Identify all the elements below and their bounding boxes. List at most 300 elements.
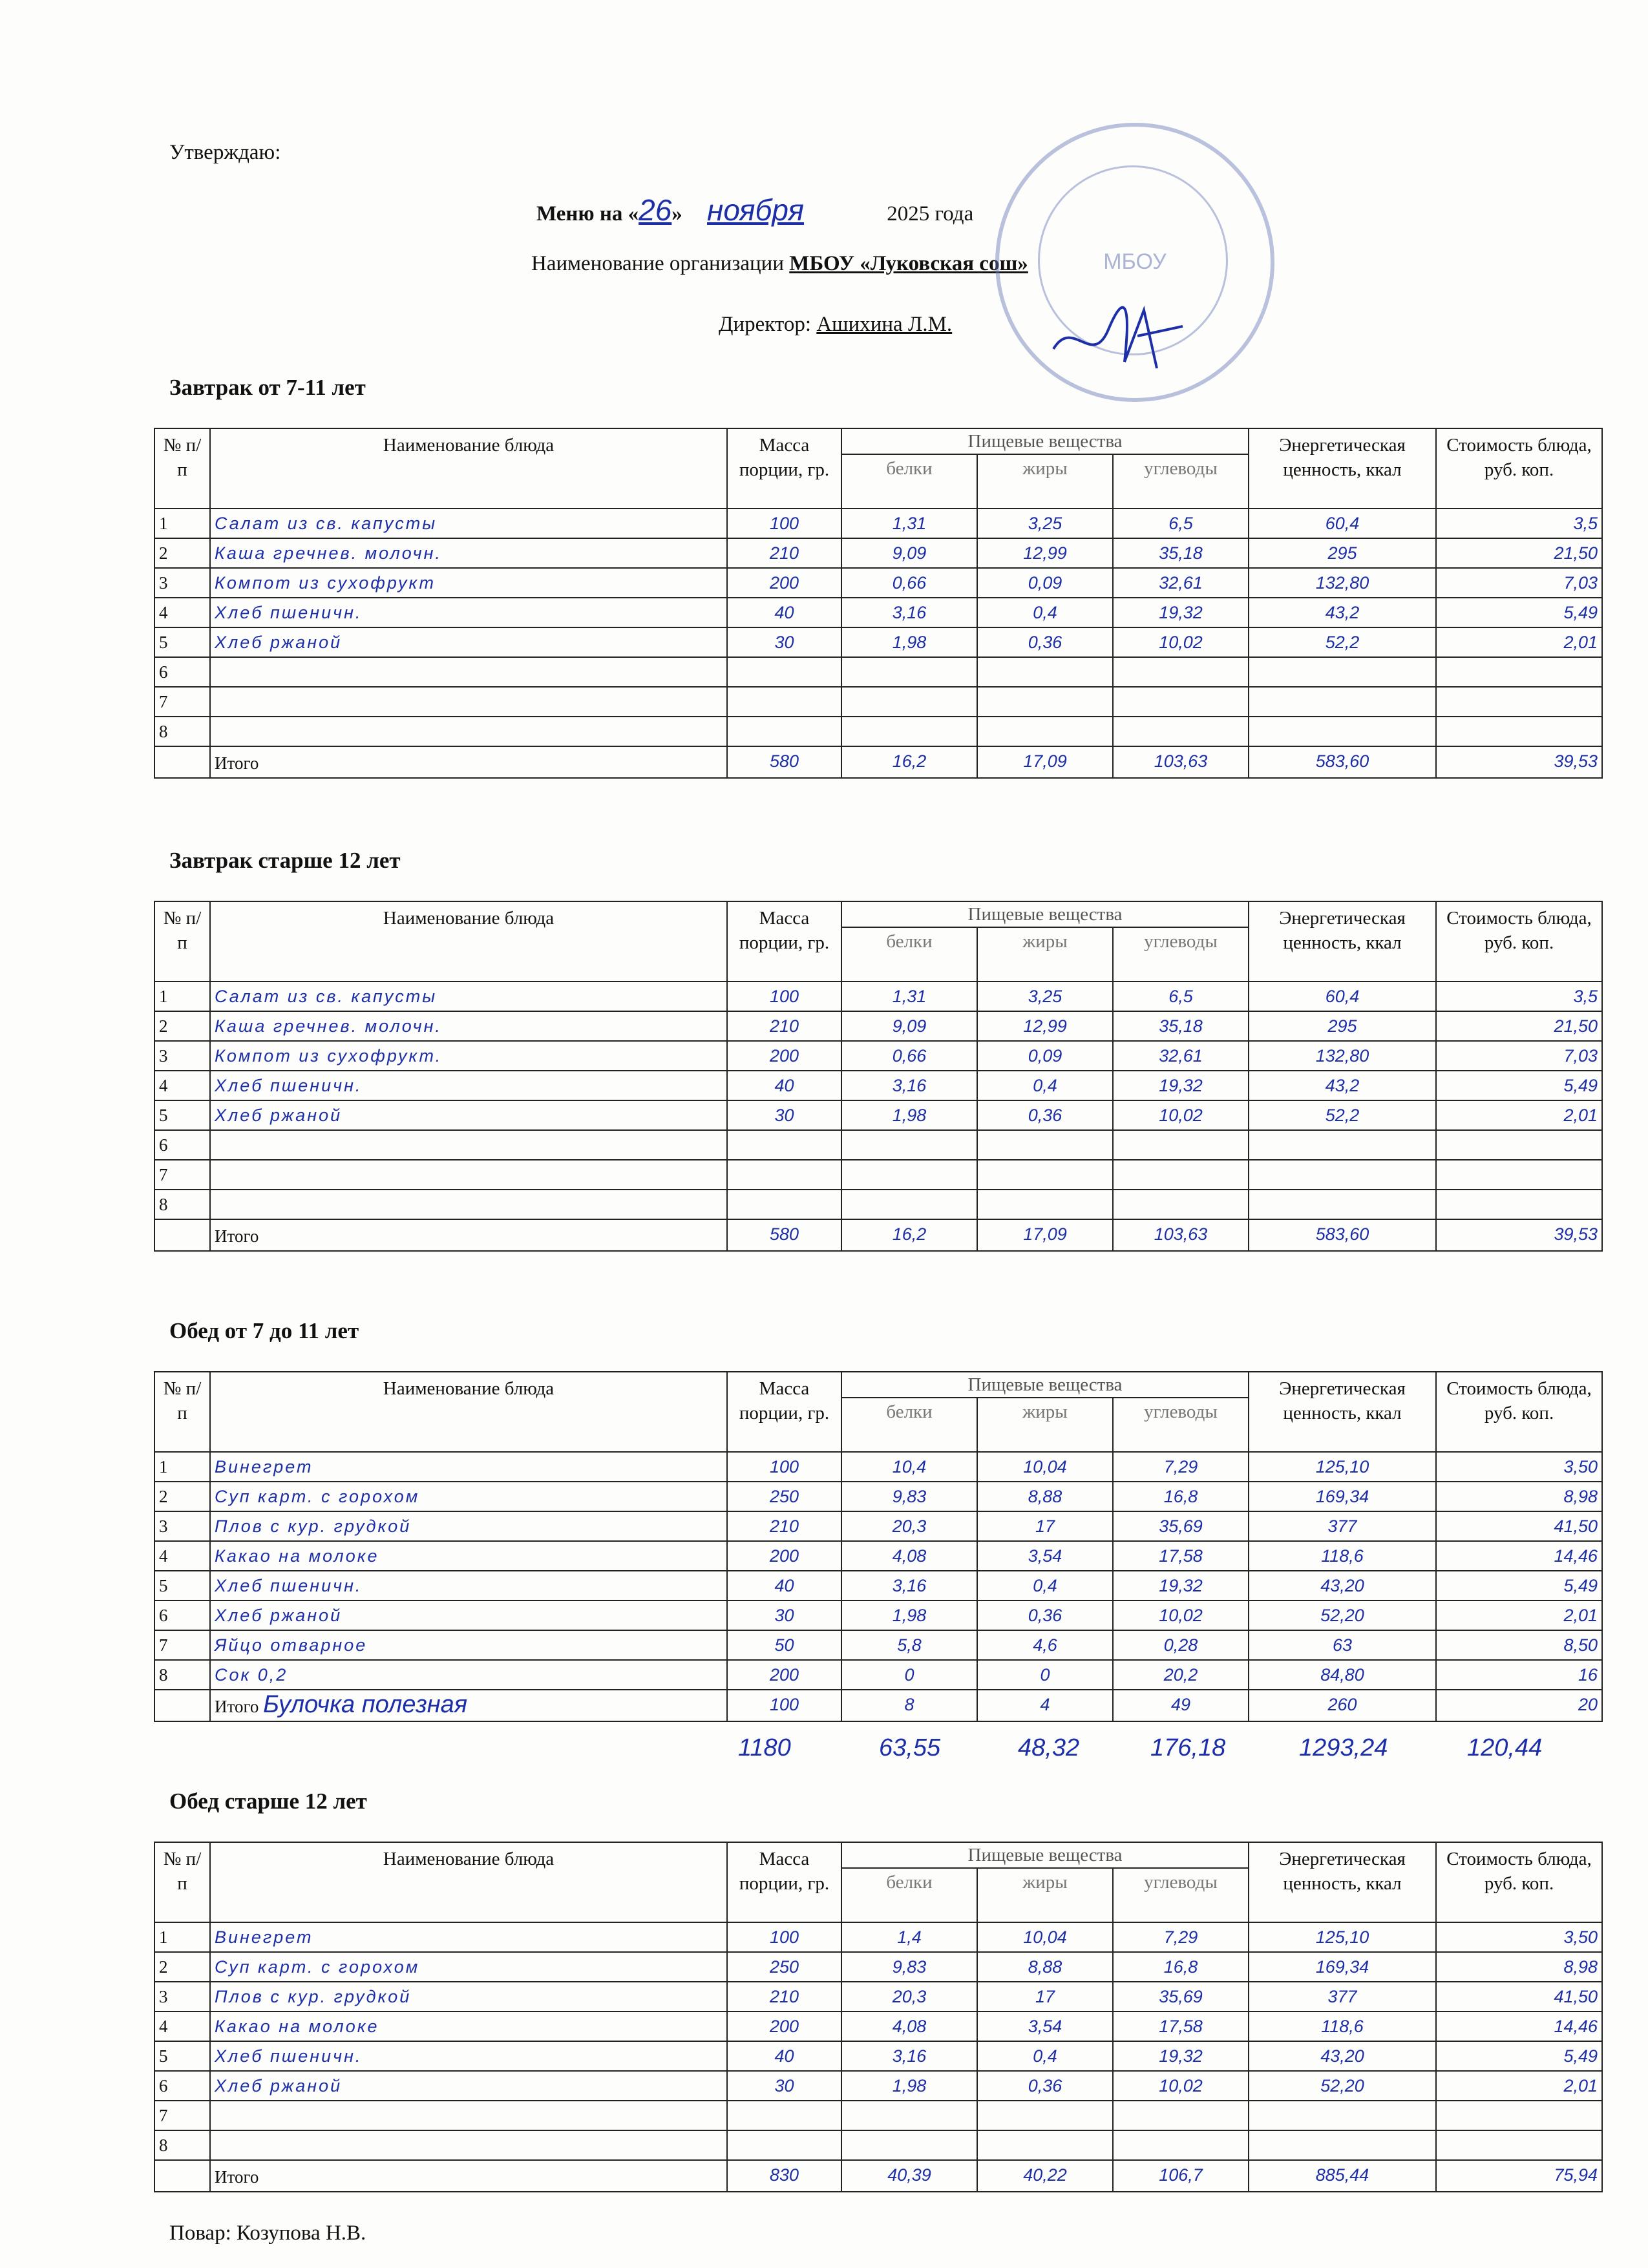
fat-value: 0,4 xyxy=(977,1071,1113,1100)
fat-value xyxy=(977,2101,1113,2130)
col-cost: Стоимость блюда, руб. коп. xyxy=(1436,428,1602,509)
row-number: 2 xyxy=(154,538,210,568)
portion-mass: 210 xyxy=(727,1982,841,2011)
row-number: 8 xyxy=(154,1660,210,1690)
portion-mass: 40 xyxy=(727,2041,841,2071)
table-row xyxy=(154,717,1602,746)
carbs-value: 7,29 xyxy=(1113,1922,1249,1952)
portion-mass: 200 xyxy=(727,1541,841,1571)
col-nutrients: Пищевые вещества xyxy=(841,1842,1249,1868)
fat-value: 0,4 xyxy=(977,1571,1113,1601)
energy-value: 295 xyxy=(1249,538,1436,568)
col-energy: Энергетическая ценность, ккал xyxy=(1249,1372,1436,1452)
portion-mass: 200 xyxy=(727,1660,841,1690)
organization-line xyxy=(531,252,1028,276)
section-title-breakfast-senior: Завтрак старше 12 лет xyxy=(169,848,401,873)
row-number: 2 xyxy=(154,1011,210,1041)
energy-value: 52,20 xyxy=(1249,2071,1436,2101)
fat-value: 8,88 xyxy=(977,1482,1113,1511)
dish-name xyxy=(210,1160,727,1190)
cost-value: 3,5 xyxy=(1436,509,1602,538)
director-line xyxy=(719,313,952,337)
col-dish: Наименование блюда xyxy=(210,1372,727,1452)
protein-value xyxy=(841,1160,977,1190)
table-row xyxy=(154,1630,1602,1660)
carbs-value: 7,29 xyxy=(1113,1452,1249,1482)
dish-name: Хлеб пшеничн. xyxy=(210,598,727,627)
col-cost: Стоимость блюда, руб. коп. xyxy=(1436,1842,1602,1922)
portion-mass xyxy=(727,717,841,746)
energy-value: 60,4 xyxy=(1249,509,1436,538)
signature xyxy=(1047,291,1189,381)
cost-value xyxy=(1436,2101,1602,2130)
col-fat: жиры xyxy=(977,454,1113,509)
table-row xyxy=(154,627,1602,657)
dish-name: Хлеб пшеничн. xyxy=(210,1071,727,1100)
section-title-breakfast-junior: Завтрак от 7-11 лет xyxy=(169,375,366,400)
col-mass: Масса порции, гр. xyxy=(727,1372,841,1452)
carbs-value: 17,58 xyxy=(1113,2011,1249,2041)
cook-signature: Повар: Козупова Н.В. xyxy=(169,2221,366,2245)
total-energy: 583,60 xyxy=(1249,746,1436,778)
grand-carbs: 176,18 xyxy=(1150,1734,1226,1761)
table-row xyxy=(154,1071,1602,1100)
carbs-value: 35,69 xyxy=(1113,1982,1249,2011)
row-number: 5 xyxy=(154,627,210,657)
protein-value: 1,98 xyxy=(841,627,977,657)
protein-value: 0,66 xyxy=(841,1041,977,1071)
cost-value: 3,50 xyxy=(1436,1452,1602,1482)
header-row xyxy=(154,901,1602,927)
total-fat: 17,09 xyxy=(977,746,1113,778)
portion-mass: 250 xyxy=(727,1482,841,1511)
fat-value: 0,4 xyxy=(977,2041,1113,2071)
row-number: 1 xyxy=(154,982,210,1011)
menu-table-breakfast-junior xyxy=(154,428,1603,779)
col-number: № п/п xyxy=(154,1372,210,1452)
protein-value: 5,8 xyxy=(841,1630,977,1660)
total-carbs: 103,63 xyxy=(1113,1219,1249,1251)
total-fat: 17,09 xyxy=(977,1219,1113,1251)
cost-value: 8,98 xyxy=(1436,1952,1602,1982)
col-nutrients: Пищевые вещества xyxy=(841,1372,1249,1398)
menu-suffix: 2025 года xyxy=(887,202,974,226)
cost-value: 14,46 xyxy=(1436,1541,1602,1571)
cost-value: 5,49 xyxy=(1436,2041,1602,2071)
total-row xyxy=(154,746,1602,778)
row-number: 4 xyxy=(154,1541,210,1571)
protein-value: 1,98 xyxy=(841,2071,977,2101)
total-row xyxy=(154,2160,1602,2192)
col-cost: Стоимость блюда, руб. коп. xyxy=(1436,901,1602,982)
dish-name: Салат из св. капусты xyxy=(210,982,727,1011)
protein-value: 9,09 xyxy=(841,538,977,568)
carbs-value: 17,58 xyxy=(1113,1541,1249,1571)
total-cost: 39,53 xyxy=(1436,1219,1602,1251)
carbs-value: 19,32 xyxy=(1113,2041,1249,2071)
table-row xyxy=(154,568,1602,598)
row-number: 7 xyxy=(154,687,210,717)
cost-value xyxy=(1436,1130,1602,1160)
fat-value xyxy=(977,717,1113,746)
cost-value: 8,50 xyxy=(1436,1630,1602,1660)
table-row xyxy=(154,1130,1602,1160)
energy-value: 295 xyxy=(1249,1011,1436,1041)
row-number: 6 xyxy=(154,1601,210,1630)
fat-value: 17 xyxy=(977,1982,1113,2011)
protein-value: 1,98 xyxy=(841,1100,977,1130)
total-spacer xyxy=(154,2160,210,2192)
grand-mass: 1180 xyxy=(738,1734,791,1761)
col-number: № п/п xyxy=(154,428,210,509)
portion-mass: 100 xyxy=(727,982,841,1011)
table-row xyxy=(154,2071,1602,2101)
director-name: Ашихина Л.М. xyxy=(816,313,953,336)
fat-value: 10,04 xyxy=(977,1452,1113,1482)
total-mass: 830 xyxy=(727,2160,841,2192)
protein-value xyxy=(841,717,977,746)
carbs-value: 35,18 xyxy=(1113,1011,1249,1041)
protein-value: 3,16 xyxy=(841,1571,977,1601)
total-fat: 4 xyxy=(977,1690,1113,1721)
energy-value xyxy=(1249,1190,1436,1219)
dish-name: Какао на молоке xyxy=(210,1541,727,1571)
table-row xyxy=(154,1160,1602,1190)
dish-name xyxy=(210,657,727,687)
dish-name: Плов с кур. грудкой xyxy=(210,1511,727,1541)
cost-value xyxy=(1436,687,1602,717)
table-row xyxy=(154,1952,1602,1982)
fat-value: 12,99 xyxy=(977,538,1113,568)
cost-value: 16 xyxy=(1436,1660,1602,1690)
protein-value: 3,16 xyxy=(841,2041,977,2071)
fat-value: 8,88 xyxy=(977,1952,1113,1982)
col-mass: Масса порции, гр. xyxy=(727,1842,841,1922)
energy-value: 118,6 xyxy=(1249,2011,1436,2041)
dish-name: Хлеб пшеничн. xyxy=(210,1571,727,1601)
fat-value xyxy=(977,687,1113,717)
row-number: 5 xyxy=(154,1571,210,1601)
col-nutrients: Пищевые вещества xyxy=(841,901,1249,927)
energy-value: 169,34 xyxy=(1249,1952,1436,1982)
cost-value: 5,49 xyxy=(1436,1571,1602,1601)
protein-value: 1,31 xyxy=(841,509,977,538)
row-number: 6 xyxy=(154,657,210,687)
menu-mid: » xyxy=(671,202,682,226)
dish-name: Суп карт. с горохом xyxy=(210,1482,727,1511)
energy-value: 132,80 xyxy=(1249,568,1436,598)
total-cost: 75,94 xyxy=(1436,2160,1602,2192)
carbs-value: 19,32 xyxy=(1113,598,1249,627)
portion-mass: 200 xyxy=(727,1041,841,1071)
protein-value: 1,98 xyxy=(841,1601,977,1630)
carbs-value: 19,32 xyxy=(1113,1071,1249,1100)
portion-mass xyxy=(727,687,841,717)
portion-mass: 40 xyxy=(727,598,841,627)
total-protein: 16,2 xyxy=(841,1219,977,1251)
table-row xyxy=(154,1541,1602,1571)
fat-value: 3,25 xyxy=(977,982,1113,1011)
organization-name: МБОУ «Луковская сош» xyxy=(789,252,1028,275)
total-protein: 16,2 xyxy=(841,746,977,778)
cost-value: 8,98 xyxy=(1436,1482,1602,1511)
col-carbs: углеводы xyxy=(1113,1398,1249,1452)
dish-name: Какао на молоке xyxy=(210,2011,727,2041)
cost-value: 2,01 xyxy=(1436,2071,1602,2101)
cost-value: 41,50 xyxy=(1436,1511,1602,1541)
carbs-value: 16,8 xyxy=(1113,1482,1249,1511)
row-number: 1 xyxy=(154,509,210,538)
fat-value: 0,4 xyxy=(977,598,1113,627)
fat-value: 3,54 xyxy=(977,2011,1113,2041)
portion-mass: 210 xyxy=(727,538,841,568)
table-row xyxy=(154,1571,1602,1601)
total-energy: 583,60 xyxy=(1249,1219,1436,1251)
carbs-value xyxy=(1113,657,1249,687)
protein-value: 0 xyxy=(841,1660,977,1690)
carbs-value: 16,8 xyxy=(1113,1952,1249,1982)
dish-name: Хлеб ржаной xyxy=(210,627,727,657)
dish-name: Салат из св. капусты xyxy=(210,509,727,538)
table-row xyxy=(154,1452,1602,1482)
carbs-value: 0,28 xyxy=(1113,1630,1249,1660)
fat-value: 0,09 xyxy=(977,1041,1113,1071)
table-row xyxy=(154,1011,1602,1041)
energy-value xyxy=(1249,2130,1436,2160)
energy-value xyxy=(1249,717,1436,746)
carbs-value: 35,69 xyxy=(1113,1511,1249,1541)
carbs-value: 10,02 xyxy=(1113,2071,1249,2101)
carbs-value xyxy=(1113,1160,1249,1190)
cost-value xyxy=(1436,2130,1602,2160)
section-title-lunch-senior: Обед старше 12 лет xyxy=(169,1789,367,1814)
stamp-text: МБОУ xyxy=(1103,249,1167,274)
row-number: 4 xyxy=(154,1071,210,1100)
total-label-cell xyxy=(210,1219,727,1251)
total-energy: 260 xyxy=(1249,1690,1436,1721)
row-number: 8 xyxy=(154,717,210,746)
grand-protein: 63,55 xyxy=(879,1734,941,1761)
portion-mass: 100 xyxy=(727,1922,841,1952)
portion-mass xyxy=(727,1130,841,1160)
table-row xyxy=(154,598,1602,627)
protein-value: 10,4 xyxy=(841,1452,977,1482)
menu-date-line xyxy=(536,193,973,227)
total-cost: 39,53 xyxy=(1436,746,1602,778)
dish-name xyxy=(210,1130,727,1160)
protein-value: 0,66 xyxy=(841,568,977,598)
grand-fat: 48,32 xyxy=(1018,1734,1080,1761)
carbs-value: 19,32 xyxy=(1113,1571,1249,1601)
row-number: 6 xyxy=(154,1130,210,1160)
dish-name: Хлеб пшеничн. xyxy=(210,2041,727,2071)
table-row xyxy=(154,687,1602,717)
total-energy: 885,44 xyxy=(1249,2160,1436,2192)
col-nutrients: Пищевые вещества xyxy=(841,428,1249,454)
carbs-value xyxy=(1113,2130,1249,2160)
energy-value: 63 xyxy=(1249,1630,1436,1660)
energy-value: 118,6 xyxy=(1249,1541,1436,1571)
cost-value xyxy=(1436,1190,1602,1219)
protein-value: 20,3 xyxy=(841,1511,977,1541)
total-cost: 20 xyxy=(1436,1690,1602,1721)
fat-value xyxy=(977,2130,1113,2160)
carbs-value xyxy=(1113,1190,1249,1219)
cost-value xyxy=(1436,657,1602,687)
total-carbs: 103,63 xyxy=(1113,746,1249,778)
header-row xyxy=(154,1842,1602,1868)
fat-value xyxy=(977,1190,1113,1219)
row-number: 4 xyxy=(154,2011,210,2041)
protein-value: 20,3 xyxy=(841,1982,977,2011)
total-carbs: 49 xyxy=(1113,1690,1249,1721)
organization-label: Наименование организации xyxy=(531,252,785,275)
portion-mass: 250 xyxy=(727,1952,841,1982)
row-number: 2 xyxy=(154,1482,210,1511)
row-number: 6 xyxy=(154,2071,210,2101)
carbs-value: 35,18 xyxy=(1113,538,1249,568)
row-number: 4 xyxy=(154,598,210,627)
portion-mass: 200 xyxy=(727,568,841,598)
carbs-value xyxy=(1113,687,1249,717)
total-protein: 40,39 xyxy=(841,2160,977,2192)
total-label-cell xyxy=(210,746,727,778)
energy-value: 125,10 xyxy=(1249,1922,1436,1952)
table-row xyxy=(154,509,1602,538)
table-row xyxy=(154,1041,1602,1071)
protein-value: 9,09 xyxy=(841,1011,977,1041)
row-number: 3 xyxy=(154,568,210,598)
total-mass: 100 xyxy=(727,1690,841,1721)
total-label-cell xyxy=(210,1690,727,1721)
total-label-cell xyxy=(210,2160,727,2192)
portion-mass: 40 xyxy=(727,1571,841,1601)
dish-name: Компот из сухофрукт xyxy=(210,568,727,598)
total-fat: 40,22 xyxy=(977,2160,1113,2192)
dish-name: Суп карт. с горохом xyxy=(210,1952,727,1982)
energy-value: 84,80 xyxy=(1249,1660,1436,1690)
menu-table-breakfast-senior xyxy=(154,901,1603,1252)
col-protein: белки xyxy=(841,1398,977,1452)
protein-value xyxy=(841,2130,977,2160)
carbs-value xyxy=(1113,2101,1249,2130)
portion-mass: 210 xyxy=(727,1011,841,1041)
row-number: 1 xyxy=(154,1452,210,1482)
fat-value xyxy=(977,657,1113,687)
col-mass: Масса порции, гр. xyxy=(727,428,841,509)
table-row xyxy=(154,2041,1602,2071)
energy-value: 43,20 xyxy=(1249,2041,1436,2071)
protein-value: 1,4 xyxy=(841,1922,977,1952)
protein-value xyxy=(841,1190,977,1219)
col-cost: Стоимость блюда, руб. коп. xyxy=(1436,1372,1602,1452)
header-row xyxy=(154,1372,1602,1398)
portion-mass: 50 xyxy=(727,1630,841,1660)
fat-value: 17 xyxy=(977,1511,1113,1541)
carbs-value xyxy=(1113,1130,1249,1160)
fat-value: 0,09 xyxy=(977,568,1113,598)
table-row xyxy=(154,1482,1602,1511)
portion-mass: 30 xyxy=(727,2071,841,2101)
fat-value: 0,36 xyxy=(977,2071,1113,2101)
cost-value: 7,03 xyxy=(1436,1041,1602,1071)
table-row xyxy=(154,1660,1602,1690)
dish-name: Винегрет xyxy=(210,1452,727,1482)
energy-value: 52,2 xyxy=(1249,627,1436,657)
protein-value: 9,83 xyxy=(841,1952,977,1982)
row-number: 5 xyxy=(154,2041,210,2071)
col-dish: Наименование блюда xyxy=(210,1842,727,1922)
col-mass: Масса порции, гр. xyxy=(727,901,841,982)
row-number: 2 xyxy=(154,1952,210,1982)
fat-value: 3,25 xyxy=(977,509,1113,538)
row-number: 3 xyxy=(154,1041,210,1071)
row-number: 7 xyxy=(154,1160,210,1190)
portion-mass xyxy=(727,2101,841,2130)
col-dish: Наименование блюда xyxy=(210,901,727,982)
menu-day: 26 xyxy=(639,193,672,227)
row-number: 3 xyxy=(154,1511,210,1541)
menu-prefix: Меню на « xyxy=(536,202,639,226)
total-spacer xyxy=(154,1219,210,1251)
total-label: Итого xyxy=(215,1697,259,1716)
fat-value: 0,36 xyxy=(977,1601,1113,1630)
protein-value xyxy=(841,1130,977,1160)
carbs-value xyxy=(1113,717,1249,746)
total-mass: 580 xyxy=(727,746,841,778)
dish-name: Хлеб ржаной xyxy=(210,2071,727,2101)
energy-value xyxy=(1249,1130,1436,1160)
portion-mass: 100 xyxy=(727,1452,841,1482)
col-number: № п/п xyxy=(154,1842,210,1922)
energy-value: 377 xyxy=(1249,1511,1436,1541)
fat-value: 3,54 xyxy=(977,1541,1113,1571)
cost-value: 7,03 xyxy=(1436,568,1602,598)
protein-value: 4,08 xyxy=(841,2011,977,2041)
row-number: 7 xyxy=(154,1630,210,1660)
dish-name: Винегрет xyxy=(210,1922,727,1952)
table-row xyxy=(154,2101,1602,2130)
col-protein: белки xyxy=(841,927,977,982)
protein-value: 1,31 xyxy=(841,982,977,1011)
col-number: № п/п xyxy=(154,901,210,982)
row-number: 3 xyxy=(154,1982,210,2011)
dish-name xyxy=(210,2101,727,2130)
dish-name: Хлеб ржаной xyxy=(210,1100,727,1130)
director-label: Директор: xyxy=(719,313,812,336)
menu-table-lunch-senior xyxy=(154,1842,1603,2192)
col-protein: белки xyxy=(841,454,977,509)
energy-value: 52,2 xyxy=(1249,1100,1436,1130)
row-number: 5 xyxy=(154,1100,210,1130)
carbs-value: 10,02 xyxy=(1113,1100,1249,1130)
energy-value: 52,20 xyxy=(1249,1601,1436,1630)
col-fat: жиры xyxy=(977,1868,1113,1922)
total-label: Итого xyxy=(215,2167,259,2187)
portion-mass: 200 xyxy=(727,2011,841,2041)
fat-value: 4,6 xyxy=(977,1630,1113,1660)
energy-value: 60,4 xyxy=(1249,982,1436,1011)
energy-value xyxy=(1249,687,1436,717)
table-row xyxy=(154,1601,1602,1630)
row-number: 8 xyxy=(154,1190,210,1219)
table-row xyxy=(154,2130,1602,2160)
row-number: 1 xyxy=(154,1922,210,1952)
col-carbs: углеводы xyxy=(1113,927,1249,982)
total-label: Итого xyxy=(215,1226,259,1246)
energy-value: 169,34 xyxy=(1249,1482,1436,1511)
dish-name: Каша гречнев. молочн. xyxy=(210,538,727,568)
